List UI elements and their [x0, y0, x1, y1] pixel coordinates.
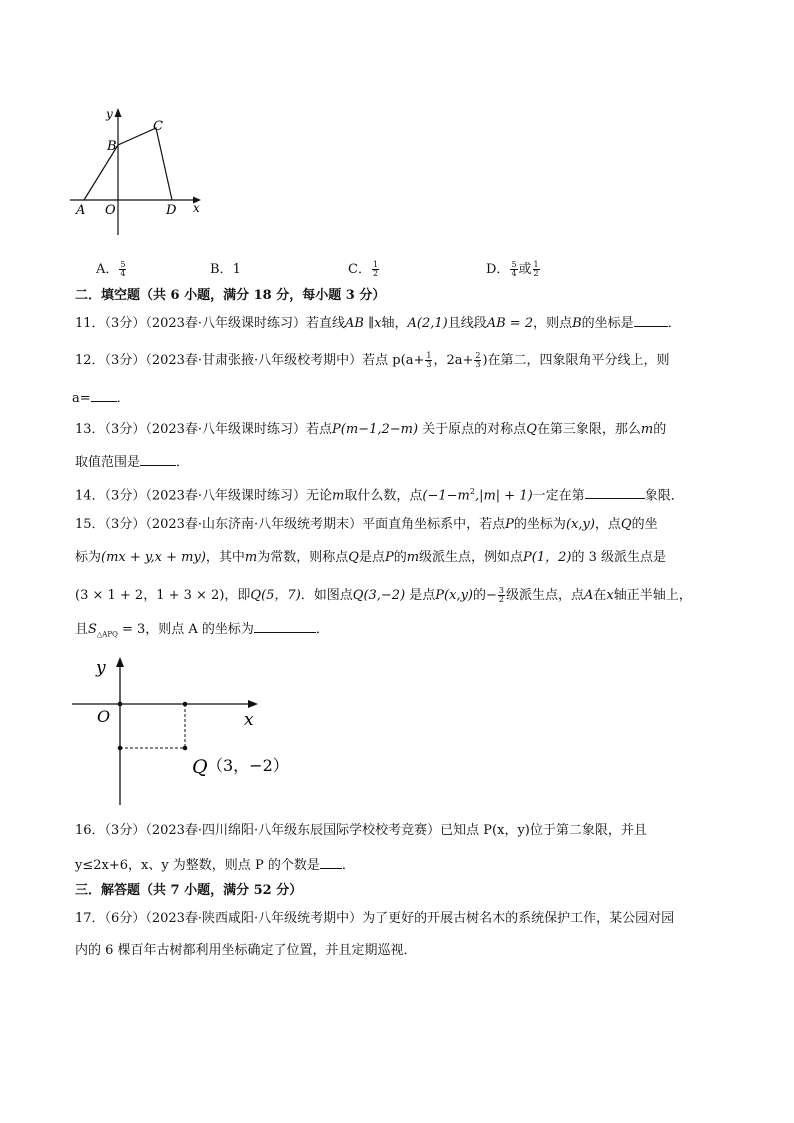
question-15: 15．（3分）（2023春·山东济南·八年级统考期末）平面直角坐标系中，若点P的坐标为(x,y)，点Q的坐 — [75, 517, 658, 532]
question-15-line3: (3 × 1 + 2，1 + 3 × 2)，即Q(5，7)．如图点Q(3,−2) 是点P(x,y)的− $\frac{3}{2}$ 级派生点，点A在x轴正半轴上， — [75, 586, 692, 604]
answer-blank-12[interactable] — [91, 389, 117, 402]
fig1-label-y: y — [106, 107, 113, 121]
quadrilateral-figure — [65, 100, 205, 240]
question-11: 11．（3分）（2023春·八年级课时练习）若直线AB ∥x轴，A(2,1)且线段AB = 2，则点B的坐标是 ． — [75, 316, 681, 331]
coordinate-figure-q — [68, 655, 308, 810]
answer-blank-13[interactable] — [140, 453, 176, 466]
question-13: 13．（3分）（2023春·八年级课时练习）若点P(m−1,2−m) 关于原点的对称点Q在第三象限，那么m的 — [75, 422, 667, 437]
fig1-label-c: C — [153, 119, 163, 134]
question-15-line4: 且$S_{\triangle APQ} = 3$，则点 A 的坐标为 ． — [75, 622, 329, 639]
answer-blank-15[interactable] — [254, 620, 316, 633]
fig1-label-b: B — [107, 139, 117, 154]
question-12: 12．（3分）（2023春·甘肃张掖·八年级校考期中）若点 p(a+ $\frac{1}{3}$ ，2a+ $\frac{2}{3}$ )在第二，四象限角平分线上，则 — [75, 351, 670, 369]
question-17-line2: 内的 6 棵百年古树都利用坐标确定了位置，并且定期巡视． — [75, 943, 417, 958]
section-fill-in-header: 二．填空题（共 6 小题，满分 18 分，每小题 3 分） — [75, 288, 386, 303]
answer-blank-14[interactable] — [585, 486, 645, 499]
option-d: D． $\frac{5}{4}$ 或 $\frac{1}{2}$ — [486, 260, 539, 278]
fig1-label-a: A — [76, 203, 86, 218]
question-14: 14．（3分）（2023春·八年级课时练习）无论m取什么数，点$(-1-m^2,|m| + 1)$一定在第 象限． — [75, 487, 684, 504]
answer-blank-11[interactable] — [634, 314, 668, 327]
question-16-line2: y≤2x+6，x、y 为整数，则点 P 的个数是 ． — [75, 858, 355, 873]
question-15-line2: 标为(mx + y,x + my)，其中m为常数，则称点Q是点P的m级派生点，例如点P(1，2)的 3 级派生点是 — [75, 550, 667, 565]
fig2-label-y: y — [96, 658, 106, 678]
question-12-line2: a= ． — [72, 391, 130, 406]
option-a: A． $\frac{5}{4}$ — [96, 260, 126, 278]
question-16: 16．（3分）（2023春·四川绵阳·八年级东辰国际学校校考竞赛）已知点 P(x，y)位于第二象限，并且 — [75, 823, 647, 838]
fig2-label-o: O — [97, 707, 111, 726]
section-answer-header: 三．解答题（共 7 小题，满分 52 分） — [75, 883, 303, 898]
fig2-label-q: Q — [192, 756, 208, 778]
option-c: C． $\frac{1}{2}$ — [348, 260, 379, 278]
question-13-line2: 取值范围是 ． — [75, 455, 190, 470]
fig2-label-q-coord: （3，−2） — [207, 756, 289, 775]
fig2-label-x: x — [244, 710, 254, 730]
answer-blank-16[interactable] — [320, 856, 342, 869]
option-b: B．1 — [210, 262, 241, 277]
question-17: 17．（6分）（2023春·陕西咸阳·八年级统考期中）为了更好的开展古树名木的系统保护工作，某公园对园 — [75, 911, 675, 926]
fig1-label-x: x — [193, 201, 200, 215]
fig1-label-d: D — [166, 203, 177, 218]
fig1-label-o: O — [105, 203, 116, 218]
